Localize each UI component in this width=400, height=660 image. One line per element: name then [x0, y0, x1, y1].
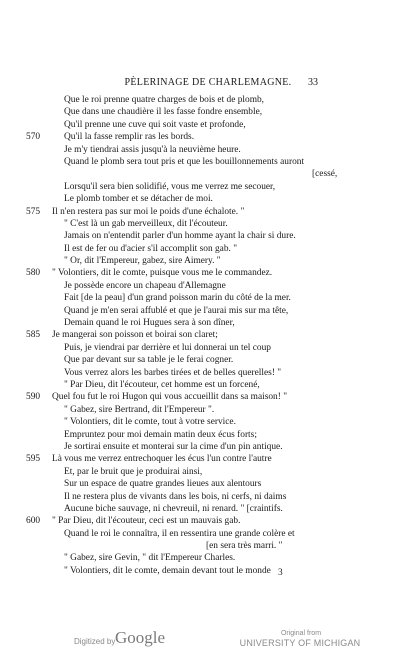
verse-line	[26, 429, 386, 441]
verse-line	[26, 305, 386, 317]
verse-line	[26, 515, 386, 527]
verse-line	[26, 453, 386, 465]
verse-line	[26, 131, 386, 143]
verse-line	[26, 181, 386, 193]
verse-line	[26, 168, 386, 180]
line-text: Il n'en restera pas sur moi le poids d'une échalote. "	[52, 206, 245, 217]
verse-line	[26, 317, 386, 329]
verse-line	[26, 540, 386, 552]
scan-footer	[0, 630, 400, 650]
verse-line	[26, 491, 386, 503]
verse-line	[26, 267, 386, 279]
digitized-by-label: Digitized by	[74, 637, 116, 646]
line-text: [en sera très marri. "	[206, 541, 283, 552]
line-text: Empruntez pour moi demain matin deux écus forts;	[64, 429, 257, 440]
line-text: Sur un espace de quatre grandes lieues aux alentours	[64, 479, 262, 490]
line-text: Vous verrez alors les barbes tirées et de belles querelles! "	[64, 367, 282, 378]
verse-line	[26, 119, 386, 131]
running-header: PÈLERINAGE DE CHARLEMAGNE.	[124, 77, 292, 88]
verse-line	[26, 528, 386, 540]
verse-line	[26, 552, 386, 564]
signature-mark: 3	[278, 568, 283, 578]
line-text: Jamais on n'entendit parler d'un homme ayant la chair si dure.	[64, 231, 296, 242]
verse-line	[26, 354, 386, 366]
line-text: Le plomb tomber et se détacher de moi.	[64, 194, 213, 205]
verse-line	[26, 255, 386, 267]
line-text: Je possède encore un chapeau d'Allemagne	[64, 280, 226, 291]
verse-line	[26, 156, 386, 168]
verse-lines	[26, 94, 386, 577]
verse-line	[26, 367, 386, 379]
line-text: " Gabez, sire Gevin, " dit l'Empereur Charles.	[64, 553, 236, 564]
verse-line	[26, 292, 386, 304]
line-text: " Par Dieu, dit l'écouteur, ceci est un mauvais gab.	[52, 516, 241, 527]
line-number: 585	[26, 330, 41, 341]
line-number: 590	[26, 392, 41, 403]
verse-line	[26, 193, 386, 205]
line-text: " Volontiers, dit le comte, tout à votre service.	[64, 417, 236, 428]
line-text: Demain quand le roi Hugues sera à son dîner,	[64, 318, 235, 329]
line-text: Quand je m'en serai affublé et que je l'aurai mis sur ma tête,	[64, 305, 289, 316]
line-text: " Volontiers, dit le comte, puisque vous me le commandez.	[52, 268, 273, 279]
verse-line	[26, 379, 386, 391]
line-number: 575	[26, 206, 41, 217]
line-text: Que le roi prenne quatre charges de bois et de plomb,	[64, 95, 265, 105]
verse-line	[26, 503, 386, 515]
line-number: 570	[26, 132, 41, 143]
line-text: Qu'il la fasse remplir ras les bords.	[64, 132, 195, 143]
verse-line	[26, 106, 386, 118]
verse-line	[26, 404, 386, 416]
google-logo: Google	[115, 628, 166, 647]
line-text: Lorsqu'il sera bien solidifié, vous me verrez me secouer,	[64, 181, 276, 192]
original-from-label: Original from	[280, 630, 322, 637]
verse-line	[26, 329, 386, 341]
verse-line	[26, 280, 386, 292]
line-text: [cessé,	[312, 169, 338, 180]
line-text: " Volontiers, dit le comte, demain devant tout le monde	[64, 565, 271, 576]
verse-line	[26, 391, 386, 403]
line-text: Et, par le bruit que je produirai ainsi,	[64, 466, 203, 477]
source-library: UNIVERSITY OF MICHIGAN	[239, 638, 361, 648]
line-text: Il ne restera plus de vivants dans les bois, ni cerfs, ni daims	[64, 491, 287, 502]
line-text: Puis, je viendrai par derrière et lui donnerai un tel coup	[64, 342, 271, 353]
line-number: 600	[26, 516, 41, 527]
verse-line	[26, 342, 386, 354]
verse-line	[26, 94, 386, 106]
verse-line	[26, 565, 386, 577]
verse-line	[26, 441, 386, 453]
line-number: 595	[26, 454, 41, 465]
verse-line	[26, 243, 386, 255]
verse-line	[26, 230, 386, 242]
line-text: " Gabez, sire Bertrand, dit l'Empereur ".	[64, 404, 215, 415]
line-text: Fait [de la peau] d'un grand poisson marin du côté de la mer.	[64, 293, 291, 304]
verse-line	[26, 466, 386, 478]
verse-line	[26, 218, 386, 230]
line-text: Il est de fer ou d'acier s'il accomplit son gab. "	[64, 243, 238, 254]
line-text: Que par devant sur sa table je le ferai cogner.	[64, 355, 234, 366]
verse-line	[26, 144, 386, 156]
line-text: " Par Dieu, dit l'écouteur, cet homme est un forcené,	[64, 379, 260, 390]
page-number: 33	[308, 77, 318, 88]
line-text: Je m'y tiendrai assis jusqu'à la neuvième heure.	[64, 144, 241, 155]
line-text: Là vous me verrez entrechoquer les écus l'un contre l'autre	[52, 454, 272, 465]
line-number: 580	[26, 268, 41, 279]
line-text: Quand le plomb sera tout pris et que les bouillonnements auront	[64, 156, 305, 167]
line-text: " Or, dit l'Empereur, gabez, sire Aimery. "	[64, 256, 221, 267]
line-text: Aucune biche sauvage, ni chevreuil, ni renard. " [craintifs.	[64, 503, 283, 514]
verse-line	[26, 478, 386, 490]
verse-line	[26, 416, 386, 428]
line-text: Que dans une chaudière il les fasse fondre ensemble,	[64, 107, 263, 118]
line-text: " C'est là un gab merveilleux, dit l'écouteur.	[64, 218, 228, 229]
line-text: Je sortirai ensuite et monterai sur la cime d'un pin antique.	[64, 441, 283, 452]
verse-line	[26, 206, 386, 218]
line-text: Quand le roi le connaîtra, il en ressentira une grande colère et	[64, 528, 295, 539]
line-text: Quel fou fut le roi Hugon qui vous accueillit dans sa maison! "	[52, 392, 288, 403]
line-text: Qu'il prenne une cuve qui soit vaste et profonde,	[64, 119, 246, 130]
line-text: Je mangerai son poisson et boirai son claret;	[52, 330, 218, 341]
